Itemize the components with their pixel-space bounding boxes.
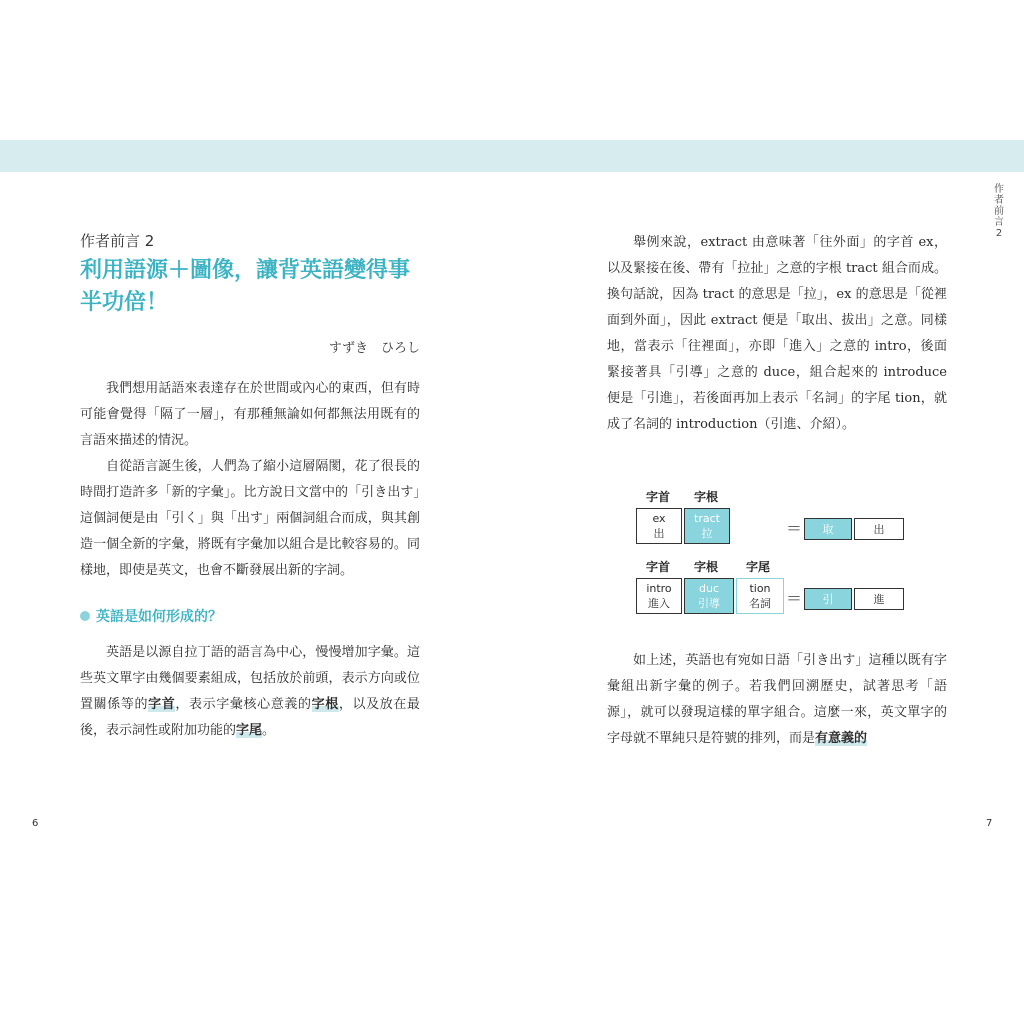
text-run: 英語是以源自拉丁語的語言為中心，慢慢增加字彙。這些英文單字由幾個要素組成，包括放於前頭，表示方向或位置關係等的 <box>80 645 420 712</box>
text-run: ，以及放在最後，表示詞性或附加功能的 <box>80 697 420 738</box>
page-number-right: 7 <box>986 818 993 829</box>
text-run: 。 <box>262 723 276 738</box>
left-page <box>80 230 420 744</box>
equals-sign: ＝ <box>786 519 803 538</box>
prefix-zh: 出 <box>653 527 665 540</box>
root-en: duc <box>698 582 719 595</box>
equals-sign: ＝ <box>786 589 803 608</box>
root-zh: 引導 <box>698 597 720 610</box>
body-paragraph: 我們想用話語來表達存在於世間或內心的東西，但有時可能會覺得「隔了一層」，有那種無論如何都無法用既有的言語來描述的情況。 <box>80 381 420 448</box>
prefix-box <box>636 508 682 544</box>
highlight-term: 字根 <box>311 697 339 712</box>
root-en: tract <box>694 512 720 525</box>
right-page-continued <box>607 648 947 752</box>
result-box: 取 <box>804 518 852 540</box>
prefix-zh: 進入 <box>648 597 670 610</box>
section-heading-text: 英語是如何形成的？ <box>96 609 222 625</box>
highlight-term: 字尾 <box>236 723 263 738</box>
section-heading <box>80 606 420 626</box>
chapter-title-line2: 半功倍！ <box>80 290 169 315</box>
page-number-left: 6 <box>32 818 39 829</box>
suffix-box <box>736 578 784 614</box>
header-band <box>0 140 1024 172</box>
highlight-term: 有意義的 <box>815 731 868 746</box>
highlight-term: 字首 <box>148 697 176 712</box>
right-page <box>607 230 947 438</box>
label-prefix: 字首 <box>646 560 671 574</box>
suffix-zh: 名詞 <box>749 597 771 610</box>
prefix-en: ex <box>652 512 666 525</box>
root-box <box>684 578 734 614</box>
prefix-en: intro <box>646 582 672 595</box>
body-paragraph <box>607 648 947 752</box>
label-root: 字根 <box>694 560 719 574</box>
suffix-en: tion <box>749 582 771 595</box>
prefix-box <box>636 578 682 614</box>
chapter-kicker: 作者前言 2 <box>80 232 155 250</box>
body-paragraph: 舉例來說，extract 由意味著「往外面」的字首 ex，以及緊接在後、帶有「拉扯」之意的字根 tract 組合而成。換句話說，因為 tract 的意思是「拉」，ex 的意思是「從裡面到外面」，因此 extract 便是「取出、拔出」之意。同樣地，當表示「往裡面」，亦即「進入」之意的 intro，後面緊接著具「引導」之意的 duce，組合起來的 introduce 便是「引進」，若後面再加上表示「名詞」的字尾 tion，就成了名詞的 introduction（引進、介紹）。 <box>607 235 947 432</box>
body-paragraph: 自從語言誕生後，人們為了縮小這層隔閡，花了很長的時間打造許多「新的字彙」。比方說日文當中的「引き出す」這個詞便是由「引く」與「出す」兩個詞組合而成，與其創造一個全新的字彙，將既有字彙加以組合是比較容易的。同樣地，即使是英文，也會不斷發展出新的字詞。 <box>80 459 420 578</box>
author-name: すずき ひろし <box>328 341 420 356</box>
label-prefix: 字首 <box>646 490 671 504</box>
label-suffix: 字尾 <box>746 560 771 574</box>
word-formation-diagram <box>636 488 916 618</box>
chapter-title <box>80 255 420 319</box>
result-box: 出 <box>854 518 904 540</box>
body-paragraph <box>80 640 420 744</box>
bullet-dot-icon <box>80 611 90 621</box>
root-box <box>684 508 730 544</box>
side-chapter-label: 作者前言2 <box>994 184 1004 239</box>
label-root: 字根 <box>694 490 719 504</box>
root-zh: 拉 <box>701 527 713 540</box>
result-box: 引 <box>804 588 852 610</box>
text-run: 如上述，英語也有宛如日語「引き出す」這種以既有字彙組出新字彙的例子。若我們回溯歷史，試著思考「語源」，就可以發現這樣的單字組合。這麼一來，英文單字的字母就不單純只是符號的排列，而是 <box>607 653 947 746</box>
result-box: 進 <box>854 588 904 610</box>
text-run: ，表示字彙核心意義的 <box>175 697 312 712</box>
chapter-title-line1: 利用語源＋圖像，讓背英語變得事 <box>80 258 411 283</box>
